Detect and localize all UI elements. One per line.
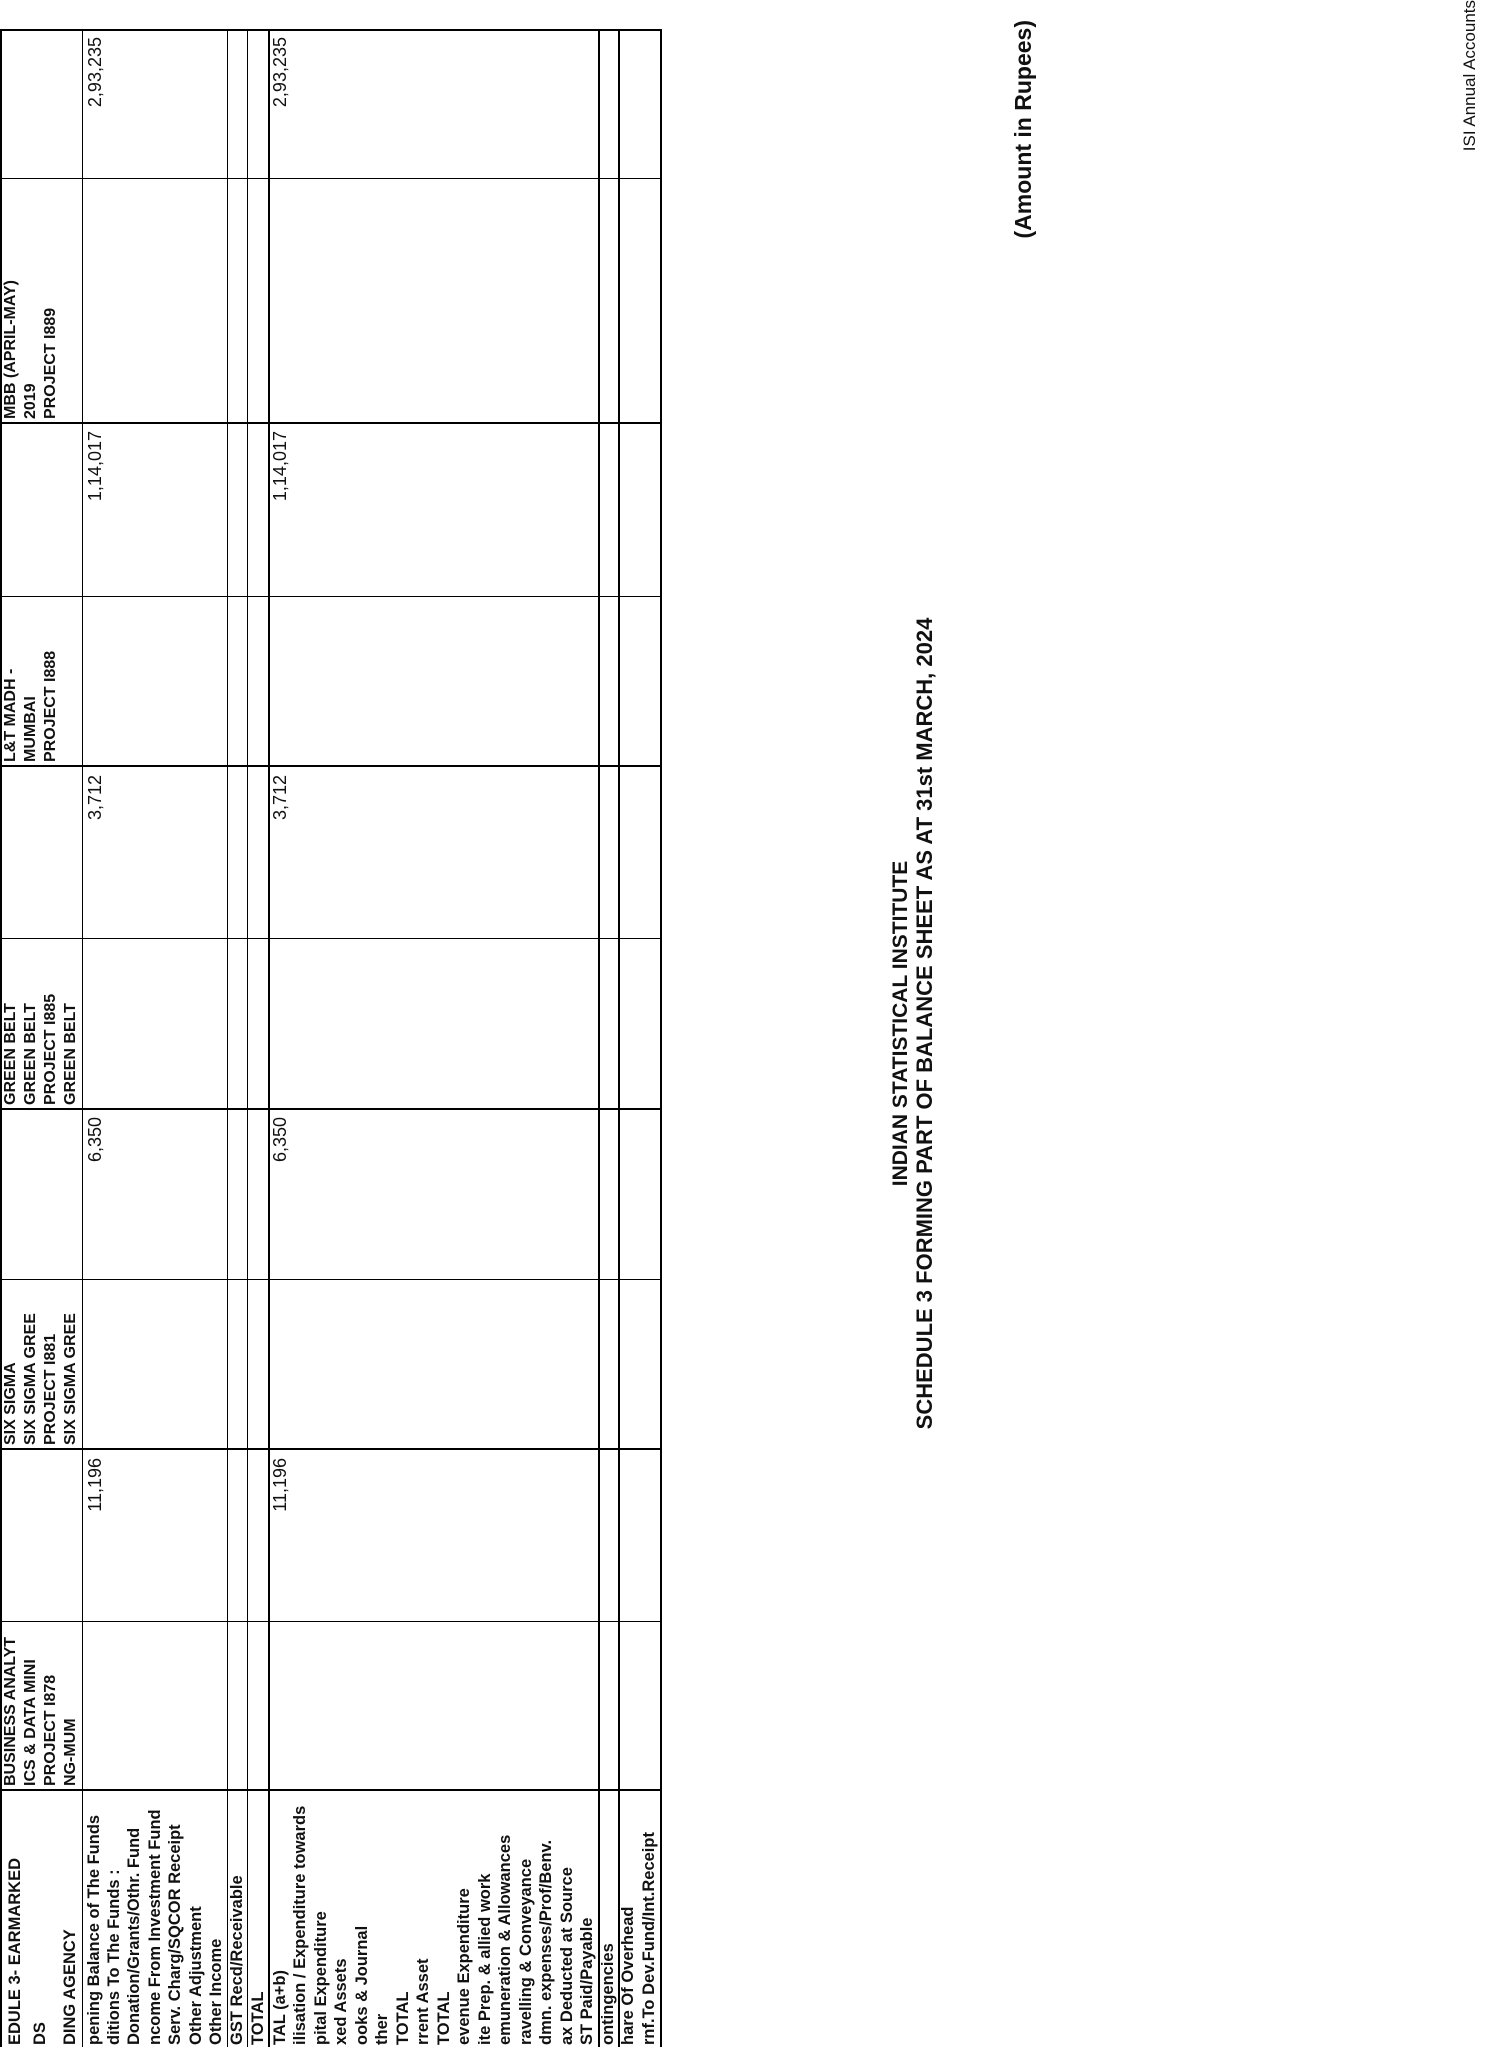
total-ab-amount: 3,712 [270, 775, 290, 821]
row-label-current-total: TOTAL [435, 1991, 453, 2045]
schedule-title: SCHEDULE 3 FORMING PART OF BALANCE SHEET AS AT 31st MARCH, 2024 [912, 617, 937, 1430]
column-header-line: PROJECT I888 [42, 650, 59, 762]
column-header-line: PROJECT I881 [42, 1333, 59, 1445]
row-label-current-asset: rrent Asset [414, 1958, 432, 2045]
column-header-line: L&T MADH - [2, 668, 19, 762]
column-border [0, 422, 662, 424]
row-label-books-journal: ooks & Journal [353, 1925, 371, 2045]
column-header-line: PROJECT I878 [42, 1674, 59, 1786]
total-ab-amount: 11,196 [270, 1458, 290, 1512]
total-ab-rule [268, 29, 270, 2047]
column-header-line: SIX SIGMA GREE [22, 1313, 39, 1445]
row-label-donation-grants: Donation/Grants/Othr. Fund [125, 1827, 143, 2045]
column-border [0, 1448, 662, 1450]
row-label-additions: ditions To The Funds : [105, 1869, 123, 2045]
row-label-gst-received: GST Recd/Receivable [228, 1875, 246, 2045]
column-header-line: PROJECT I889 [42, 307, 59, 419]
row-label-other-adjustment: Other Adjustment [187, 1906, 205, 2045]
column-header-line: SIX SIGMA [2, 1362, 19, 1445]
row-label-additions-total: TOTAL [249, 1991, 267, 2045]
column-header-line: GREEN BELT [2, 1003, 19, 1105]
row-label-funds: DS [31, 2022, 49, 2045]
column-header-line: PROJECT I885 [42, 993, 59, 1105]
b-total-rule [247, 29, 248, 2047]
row-label-funding-agency: DING AGENCY [61, 1929, 79, 2045]
column-header-line: BUSINESS ANALYT [2, 1636, 19, 1786]
row-label-transfer-dev-fund: rnf.To Dev.Fund/Int.Receipt [640, 1832, 658, 2045]
opening-balance-amount: 1,14,017 [85, 431, 105, 502]
total-ab-amount: 2,93,235 [270, 37, 290, 108]
column-header-line: NG-MUM [62, 1718, 79, 1786]
total-cde-rule [598, 29, 600, 2047]
row-label-remuneration: emuneration & Allowances [496, 1834, 514, 2045]
total-ab-amount: 1,14,017 [270, 431, 290, 502]
opening-balance-amount: 2,93,235 [85, 37, 105, 108]
footer-label: ISI Annual Accounts [1460, 0, 1479, 152]
column-header-line: GREEN BELT [22, 1003, 39, 1105]
header-rule [82, 29, 83, 2047]
table-bottom-border [660, 29, 662, 2047]
row-label-total-ab: TAL (a+b) [271, 1969, 289, 2045]
column-header-line: MUMBAI [22, 696, 39, 762]
row-label-travelling: ravelling & Conveyance [517, 1858, 535, 2045]
row-label-site-prep: ite Prep. & allied work [476, 1873, 494, 2045]
label-column-border [0, 1789, 662, 1791]
column-border [0, 1108, 662, 1110]
opening-balance-amount: 11,196 [85, 1458, 105, 1512]
after-a-rule [227, 29, 228, 2047]
row-label-other: ther [373, 2013, 391, 2045]
net-balance-rule [618, 29, 620, 2047]
row-label-opening-balance: pening Balance of The Funds [85, 1814, 103, 2045]
row-label-admin-expenses: dmn. expenses/Prof/Benv. [537, 1839, 555, 2045]
opening-balance-amount: 3,712 [85, 775, 105, 821]
institute-title: INDIAN STATISTICAL INSTITUTE [889, 860, 912, 1187]
row-label-gst-paid: ST Paid/Payable [578, 1917, 596, 2045]
row-label-capital-total: TOTAL [394, 1991, 412, 2045]
row-label-schedule: EDULE 3- EARMARKED [6, 1857, 24, 2045]
row-label-overhead-share: hare Of Overhead [619, 1906, 637, 2045]
table-right-border [0, 29, 662, 31]
amount-unit-note: (Amount in Rupees) [1010, 20, 1036, 239]
opening-balance-amount: 6,350 [85, 1117, 105, 1163]
row-label-other-income: Other Income [207, 1938, 225, 2045]
row-label-capital-expenditure: pital Expenditure [312, 1911, 330, 2045]
column-border [0, 765, 662, 767]
row-label-tax-deducted: ax Deducted at Source [558, 1867, 576, 2045]
row-label-revenue-expenditure: evenue Expenditure [455, 1888, 473, 2045]
total-ab-amount: 6,350 [270, 1117, 290, 1163]
column-header-line: 2019 [22, 383, 39, 419]
row-label-service-charges: Serv. Charg/SQCOR Receipt [166, 1824, 184, 2045]
row-label-fixed-assets: xed Assets [332, 1958, 350, 2045]
row-label-investment-income: ncome From Investment Fund [146, 1809, 164, 2045]
row-label-contingencies: ontingencies [599, 1943, 617, 2045]
column-header-line: GREEN BELT [62, 1003, 79, 1105]
row-label-utilisation: ilisation / Expenditure towards [291, 1805, 309, 2045]
column-header-line: SIX SIGMA GREE [62, 1313, 79, 1445]
column-header-line: MBB (APRIL-MAY) [2, 280, 19, 419]
column-header-line: ICS & DATA MINI [22, 1659, 39, 1786]
